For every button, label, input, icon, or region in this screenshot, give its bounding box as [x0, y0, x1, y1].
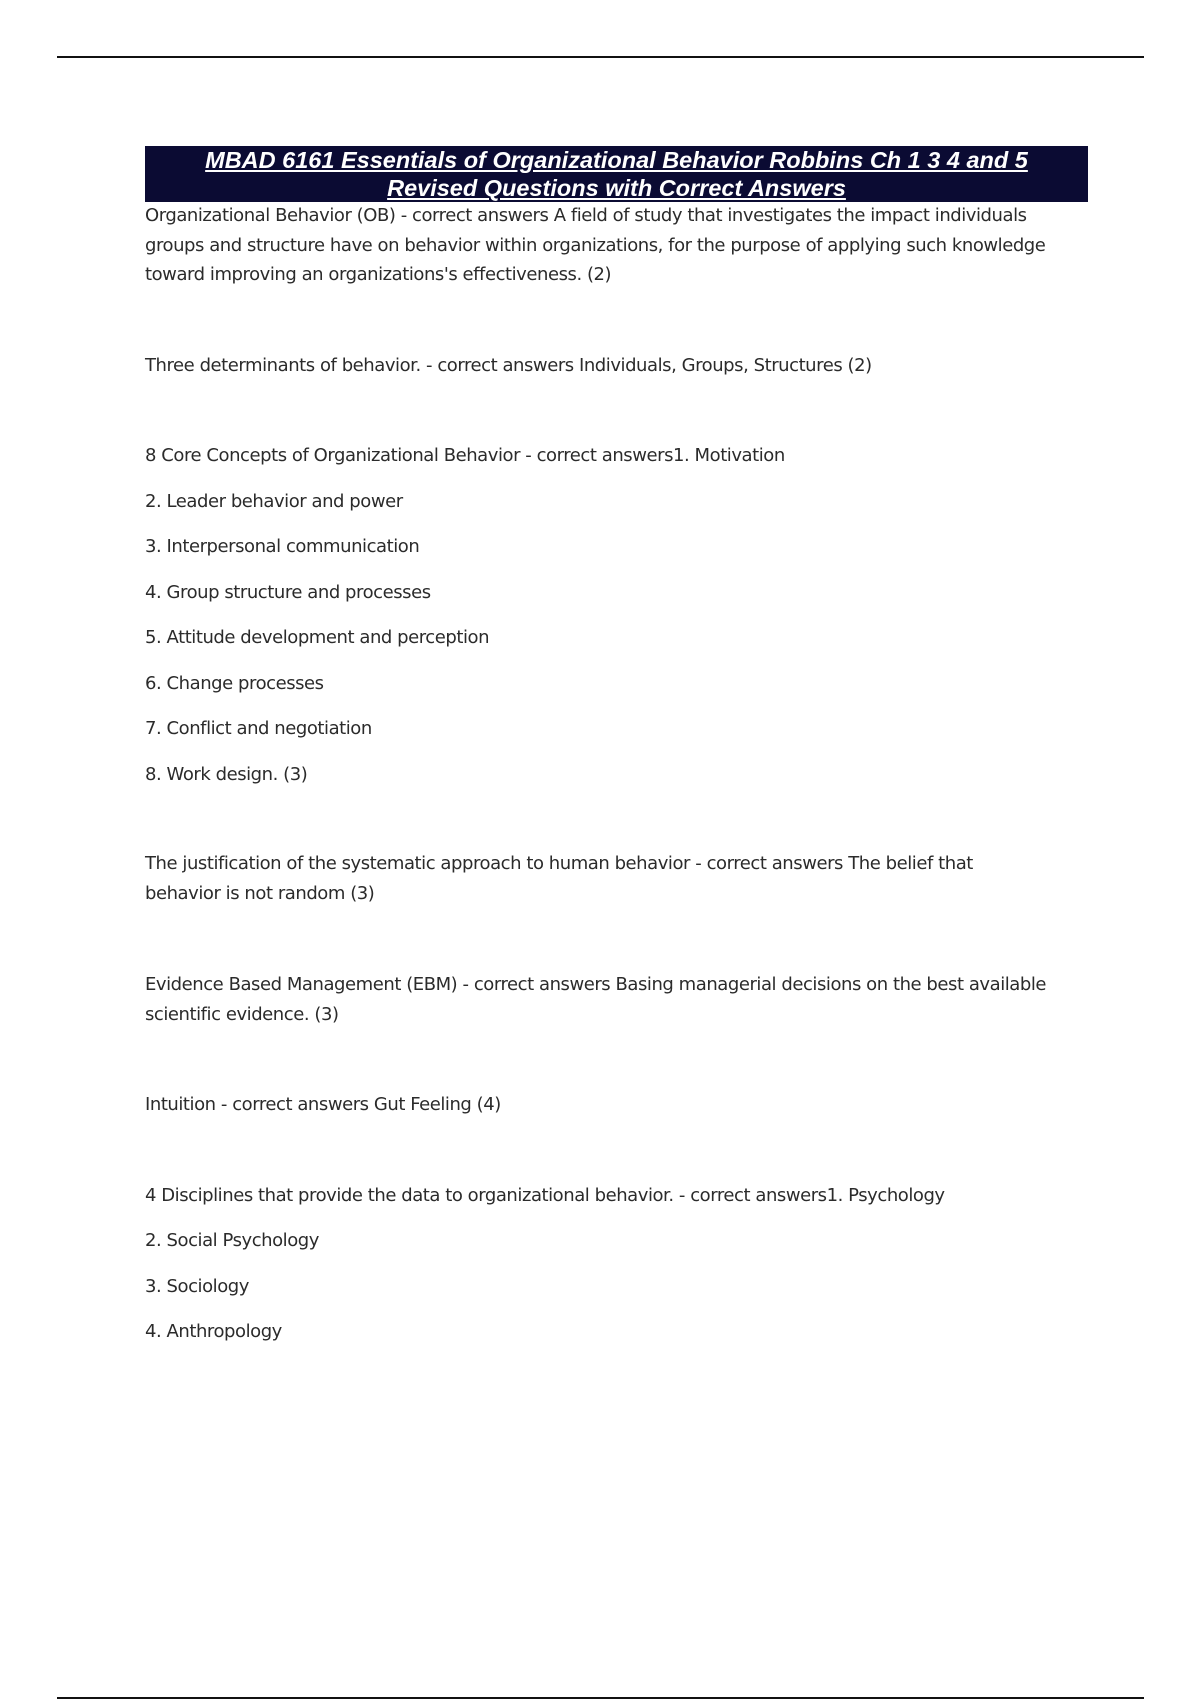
entry-disciplines	[145, 1173, 1095, 1355]
entry-ob-definition: Organizational Behavior (OB) - correct answers A field of study that investigates the impact individuals groups and structure have on behavior within organizations, for the purpose of applying such knowledge toward improving an organizations's effectiveness. (2)	[145, 205, 1046, 285]
list-item: 3. Interpersonal communication	[145, 536, 420, 557]
entry-intuition: Intuition - correct answers Gut Feeling (4)	[145, 1094, 501, 1115]
footer-rule	[57, 1697, 1144, 1699]
list-item: 4. Group structure and processes	[145, 581, 431, 603]
entry-determinants: Three determinants of behavior. - correct answers Individuals, Groups, Structures (2)	[145, 354, 872, 376]
list-item: 5. Attitude development and perception	[145, 627, 490, 648]
entry-ebm: Evidence Based Management (EBM) - correct answers Basing managerial decisions on the best available scientific evidence. (3)	[145, 974, 1047, 1025]
list-item: 8. Work design. (3)	[145, 763, 308, 785]
list-item: 7. Conflict and negotiation	[145, 718, 372, 739]
list-item: 8 Core Concepts of Organizational Behavior - correct answers1. Motivation	[145, 445, 785, 466]
list-item: 2. Social Psychology	[145, 1230, 319, 1251]
list-item: 4 Disciplines that provide the data to organizational behavior. - correct answers1. Psychology	[145, 1184, 945, 1206]
header-rule	[57, 56, 1144, 58]
document-title-line-1: MBAD 6161 Essentials of Organizational Behavior Robbins Ch 1 3 4 and 5	[205, 147, 1028, 173]
document-body	[145, 201, 1095, 1355]
entry-systematic-approach: The justification of the systematic approach to human behavior - correct answers The belief that behavior is not random (3)	[145, 853, 973, 904]
list-item: 3. Sociology	[145, 1275, 249, 1297]
list-item: 4. Anthropology	[145, 1321, 282, 1342]
document-title-banner	[145, 146, 1088, 202]
list-item: 6. Change processes	[145, 672, 324, 694]
document-title-line-2: Revised Questions with Correct Answers	[387, 175, 846, 201]
entry-core-concepts	[145, 433, 1095, 797]
list-item: 2. Leader behavior and power	[145, 490, 403, 512]
